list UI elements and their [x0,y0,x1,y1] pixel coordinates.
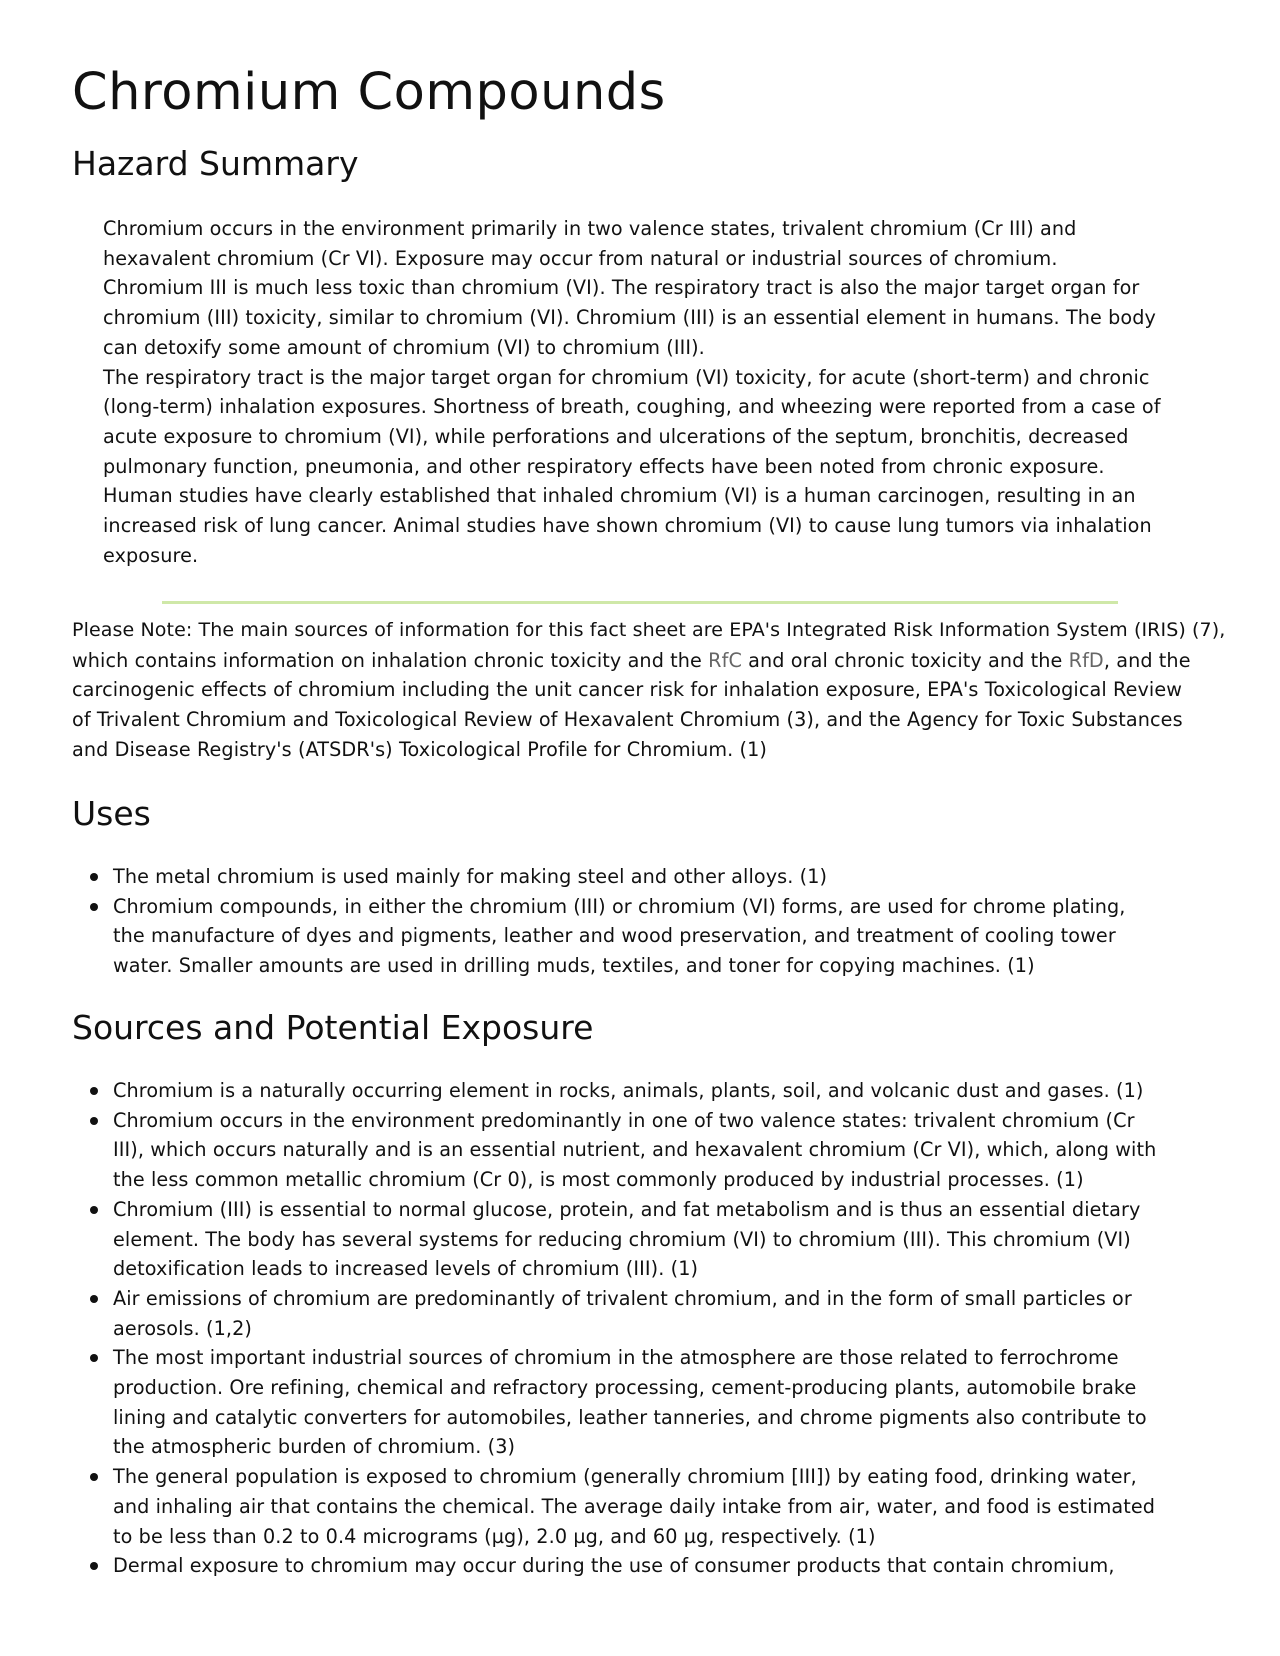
summary-line: pulmonary function, pneumonia, and other respiratory effects have been noted from chronic exposure. [103,454,1105,478]
list-item-line: detoxification leads to increased levels of chromium (III). (1) [113,1257,699,1281]
list-item-line: Air emissions of chromium are predominantly of trivalent chromium, and in the form of small particles or [113,1286,1132,1310]
rfd-link[interactable]: RfD [1068,648,1104,672]
list-item-line: Chromium is a naturally occurring element in rocks, animals, plants, soil, and volcanic dust and gases. (1) [113,1079,1144,1102]
sources-heading: Sources and Potential Exposure [72,1008,594,1047]
hazard-summary-text [103,214,1203,570]
bullet-icon [90,1562,98,1570]
please-note [72,616,1232,765]
bullet-icon [90,903,98,911]
note-line: Please Note: The main sources of information for this fact sheet are EPA's Integrated Risk Information System (IRIS) (7), [72,619,1226,641]
uses-list [72,862,1232,981]
bullet-icon [90,1295,98,1303]
bullet-icon [90,873,98,881]
list-item-line: Chromium (III) is essential to normal glucose, protein, and fat metabolism and is thus an essential dietary [113,1197,1141,1221]
summary-line: The respiratory tract is the major target organ for chromium (VI) toxicity, for acute (short-term) and chronic [103,365,1150,389]
list-item [72,1551,1232,1581]
summary-line: Human studies have clearly established that inhaled chromium (VI) is a human carcinogen, resulting in an [103,484,1136,508]
list-item [72,1106,1232,1195]
section-divider [162,601,1118,604]
summary-line: acute exposure to chromium (VI), while perforations and ulcerations of the septum, bronchitis, decreased [103,424,1129,448]
list-item [72,1343,1232,1462]
rfc-link[interactable]: RfC [708,648,742,672]
uses-heading: Uses [72,794,151,833]
note-text: and oral chronic toxicity and the [741,648,1069,672]
note-line [72,646,1232,676]
list-item-line: to be less than 0.2 to 0.4 micrograms (µg), 2.0 µg, and 60 µg, respectively. (1) [113,1524,876,1548]
summary-line: chromium (III) toxicity, similar to chromium (VI). Chromium (III) is an essential element in humans. The body [103,306,1156,330]
list-item-line: water. Smaller amounts are used in drilling muds, textiles, and toner for copying machines. (1) [113,954,1035,978]
list-item-line: The metal chromium is used mainly for making steel and other alloys. (1) [113,865,828,888]
list-item-line: Chromium compounds, in either the chromium (III) or chromium (VI) forms, are used for chrome plating, [113,894,1126,918]
bullet-icon [90,1206,98,1214]
list-item-line: the manufacture of dyes and pigments, leather and wood preservation, and treatment of cooling tower [113,924,1116,948]
note-line: carcinogenic effects of chromium including the unit cancer risk for inhalation exposure, EPA's Toxicological Review [72,678,1183,702]
list-item-line: III), which occurs naturally and is an essential nutrient, and hexavalent chromium (Cr VI), which, along with [113,1138,1157,1162]
list-item-line: The general population is exposed to chromium (generally chromium [III]) by eating food, drinking water, [113,1465,1137,1489]
list-item-line: lining and catalytic converters for automobiles, leather tanneries, and chrome pigments also contribute to [113,1405,1147,1429]
list-item-line: The most important industrial sources of chromium in the atmosphere are those related to ferrochrome [113,1346,1119,1370]
list-item [72,862,1232,892]
list-item-line: the atmospheric burden of chromium. (3) [113,1435,516,1459]
list-item [72,1076,1232,1106]
list-item-line: production. Ore refining, chemical and refractory processing, cement-producing plants, automobile brake [113,1376,1137,1400]
note-line: of Trivalent Chromium and Toxicological Review of Hexavalent Chromium (3), and the Agency for Toxic Substances [72,708,1183,732]
note-text: , and the [1103,648,1191,672]
list-item [72,1195,1232,1284]
bullet-icon [90,1354,98,1362]
list-item-line: Chromium occurs in the environment predominantly in one of two valence states: trivalent chromium (Cr [113,1108,1135,1132]
list-item-line: element. The body has several systems for reducing chromium (VI) to chromium (III). This chromium (VI) [113,1227,1131,1251]
list-item-line: aerosols. (1,2) [113,1316,253,1340]
hazard-summary-heading: Hazard Summary [72,144,359,183]
sources-list [72,1076,1232,1581]
summary-line: exposure. [103,543,199,567]
note-line: and Disease Registry's (ATSDR's) Toxicological Profile for Chromium. (1) [72,737,768,761]
summary-line: can detoxify some amount of chromium (VI) to chromium (III). [103,335,705,359]
note-text: which contains information on inhalation chronic toxicity and the [72,648,709,672]
page-title: Chromium Compounds [72,63,666,122]
summary-line: (long-term) inhalation exposures. Shortness of breath, coughing, and wheezing were reported from a case of [103,395,1161,419]
list-item [72,892,1232,981]
list-item-line: the less common metallic chromium (Cr 0), is most commonly produced by industrial processes. (1) [113,1168,1084,1192]
list-item-line: Dermal exposure to chromium may occur during the use of consumer products that contain chromium, [113,1554,1115,1578]
list-item-line: and inhaling air that contains the chemical. The average daily intake from air, water, and food is estimated [113,1494,1156,1518]
bullet-icon [90,1087,98,1095]
summary-line: hexavalent chromium (Cr VI). Exposure may occur from natural or industrial sources of chromium. [103,246,1058,270]
summary-line: Chromium III is much less toxic than chromium (VI). The respiratory tract is also the major target organ for [103,276,1140,300]
summary-line: Chromium occurs in the environment primarily in two valence states, trivalent chromium (Cr III) and [103,217,1077,240]
list-item [72,1462,1232,1551]
bullet-icon [90,1473,98,1481]
summary-line: increased risk of lung cancer. Animal studies have shown chromium (VI) to cause lung tumors via inhalation [103,514,1152,538]
list-item [72,1284,1232,1343]
bullet-icon [90,1117,98,1125]
